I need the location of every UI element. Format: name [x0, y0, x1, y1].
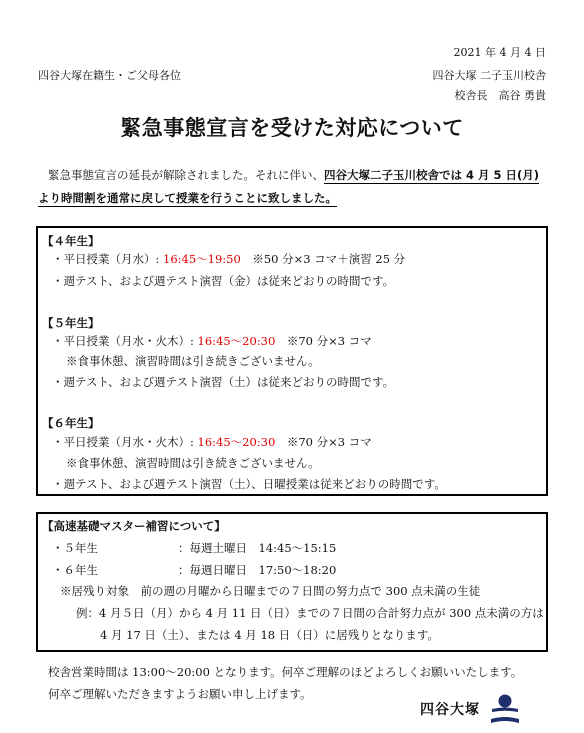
- yotsuya-otsuka-logo-icon: [488, 693, 522, 725]
- intro-highlight: 四谷大塚二子玉川校舎では 4 月 5 日(月): [324, 168, 540, 182]
- grade6-weekday: [52, 434, 372, 450]
- grade4-weekday-time: 16:45～19:50: [163, 252, 241, 266]
- grade5-heading: 【５年生】: [42, 316, 100, 330]
- footer-line-1: 校舎営業時間は 13:00～20:00 となります。何卒ご理解のほどよろしくお願いいたします。: [48, 665, 523, 679]
- mastery-example-2: 4 月 17 日（土）、または 4 月 18 日（日）に居残りとなります。: [100, 628, 439, 642]
- recipients: 四谷大塚在籍生・ご父母各位: [38, 69, 181, 82]
- grade4-weekday-label: ・平日授業（月水）:: [52, 252, 164, 266]
- grade6-weekday-time: 16:45～20:30: [197, 435, 276, 449]
- grade4-heading: 【４年生】: [42, 234, 100, 248]
- grade5-meal-note: ※食事休憩、演習時間は引き続きございません。: [66, 354, 320, 368]
- intro-line-1: [48, 167, 539, 183]
- grade6-heading: 【６年生】: [42, 416, 100, 430]
- logo-text: 四谷大塚: [420, 702, 480, 718]
- grade4-test: ・週テスト、および週テスト演習（金）は従来どおりの時間です。: [52, 274, 395, 288]
- grade4-weekday-note: ※50 分×3 コマ＋演習 25 分: [240, 252, 406, 266]
- mastery-heading: 【高速基礎マスター補習について】: [42, 519, 226, 533]
- grade5-weekday: [52, 333, 372, 349]
- grade5-weekday-label: ・平日授業（月水・火木）:: [52, 334, 198, 348]
- mastery-note: ※居残り対象 前の週の月曜から日曜までの７日間の努力点で 300 点未満の生徒: [60, 584, 481, 598]
- grade5-weekday-note: ※70 分×3 コマ: [275, 334, 372, 348]
- mastery-g6-value: ：毎週日曜日 17:50～18:20: [178, 563, 337, 577]
- grade5-test: ・週テスト、および週テスト演習（土）は従来どおりの時間です。: [52, 375, 395, 389]
- organization: 四谷大塚 二子玉川校舎: [432, 69, 546, 82]
- mastery-g6-label: ・６年生: [52, 563, 98, 577]
- document-date: 2021 年 4 月 4 日: [453, 46, 546, 59]
- intro-highlight-2: より時間割を通常に戻して授業を行うことに致しました。: [38, 191, 337, 205]
- grade6-weekday-note: ※70 分×3 コマ: [275, 435, 372, 449]
- footer-line-2: 何卒ご理解いただきますようお願い申し上げます。: [48, 687, 312, 701]
- intro-line-2: [38, 190, 337, 206]
- mastery-g5-label: ・５年生: [52, 541, 98, 555]
- mastery-example-1: 例：4 月５日（月）から 4 月 11 日（日）までの７日間の合計努力点が 300 点未満の方は: [76, 606, 544, 620]
- brand-logo: [420, 693, 522, 725]
- signer: 校舎長 高谷 勇貴: [454, 89, 546, 102]
- intro-text: 緊急事態宣言の延長が解除されました。それに伴い、: [48, 168, 324, 182]
- grade6-meal-note: ※食事休憩、演習時間は引き続きございません。: [66, 456, 320, 470]
- page-title: 緊急事態宣言を受けた対応について: [120, 116, 464, 140]
- grade6-test: ・週テスト、および週テスト演習（土）、日曜授業は従来どおりの時間です。: [52, 477, 446, 491]
- grade5-weekday-time: 16:45～20:30: [197, 334, 276, 348]
- mastery-g5-value: ：毎週土曜日 14:45～15:15: [178, 541, 337, 555]
- grade6-weekday-label: ・平日授業（月水・火木）:: [52, 435, 198, 449]
- grade4-weekday: [52, 251, 405, 267]
